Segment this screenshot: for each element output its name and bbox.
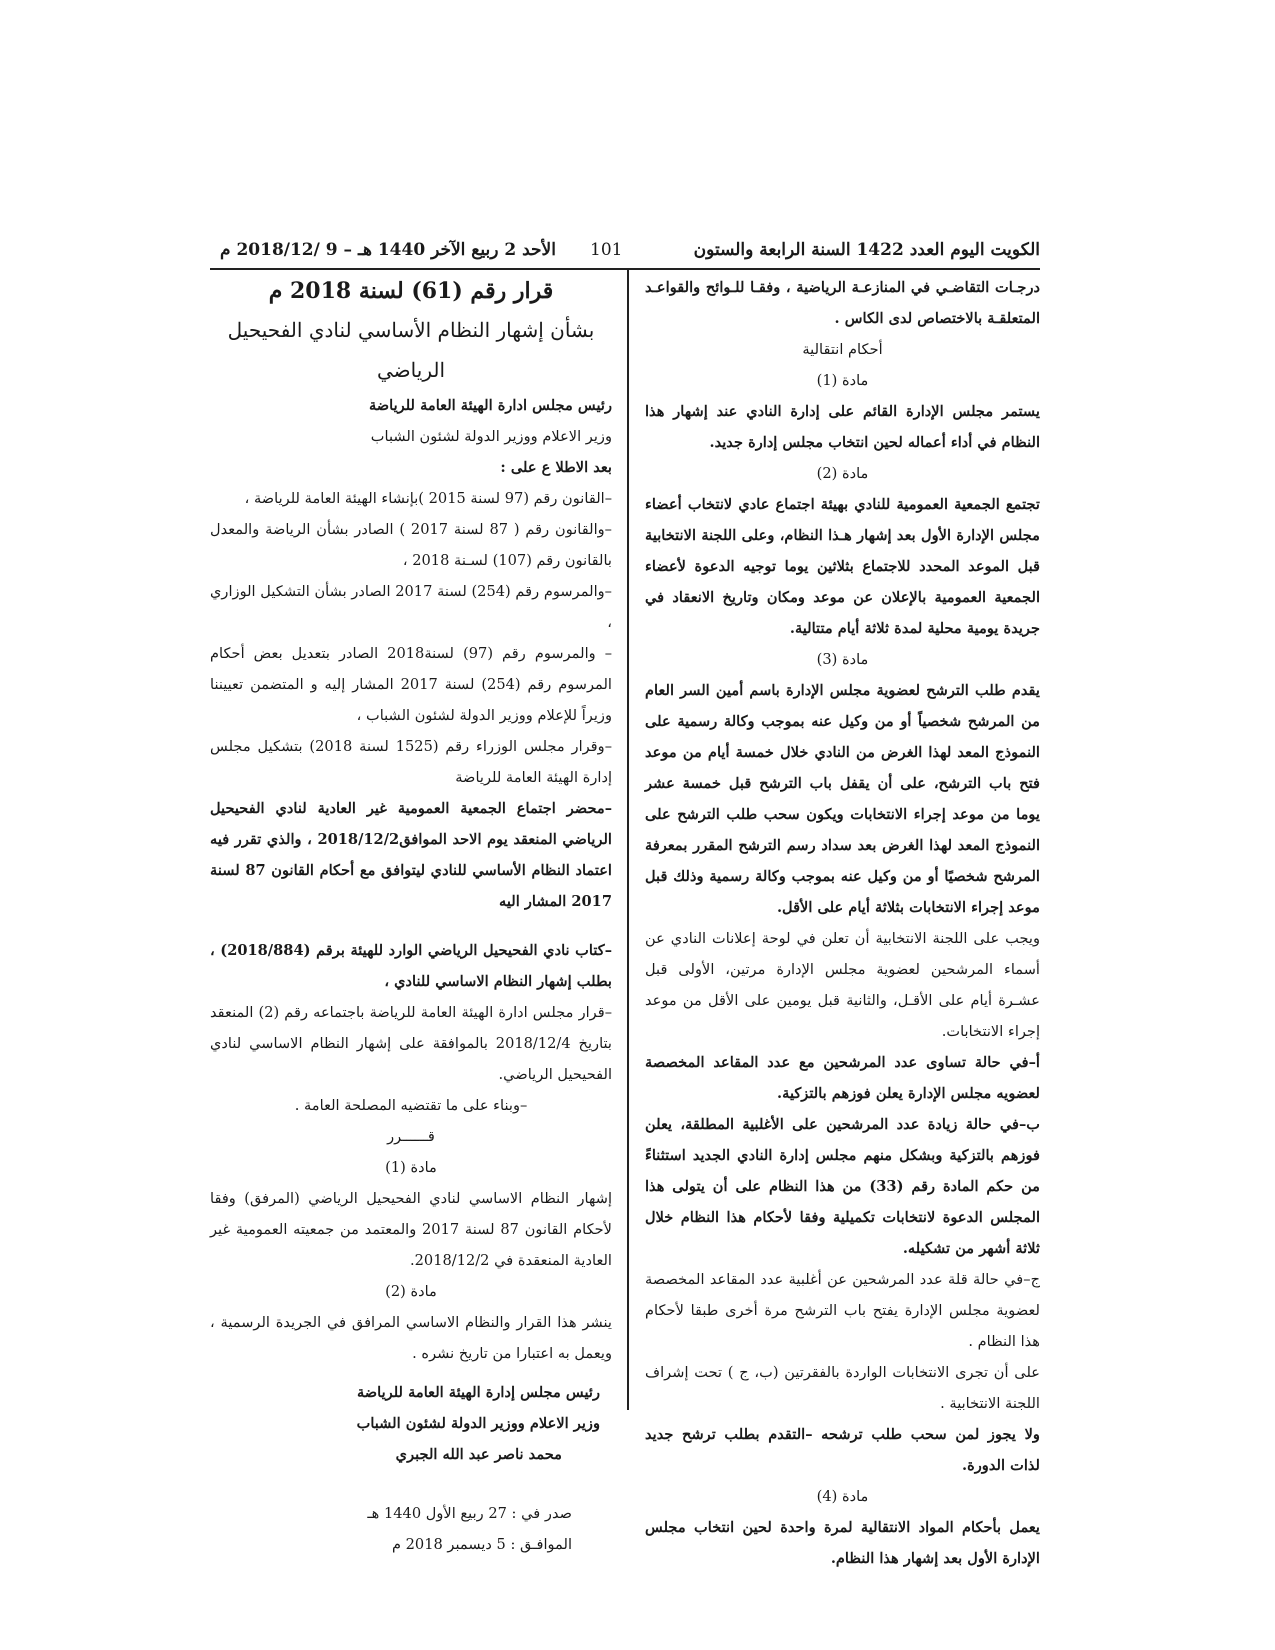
article-text: يقدم طلب الترشح لعضوية مجلس الإدارة باسم أمين السر العام من المرشح شخصياً أو من وكيل عنه بموجب وكالة رسمية على النموذج المعد لهذا الغرض من النادي خلال خمسة أيام من موعد فتح باب الترشح، على أن يقفل باب الترشح قبل خمسة عشر يوما من موعد إجراء الانتخابات ويكون سحب طلب الترشح على النموذج المعد لهذا الغرض بعد سداد رسم الترشح المقرر بمعرفة المرشح شخصيًا أو من وكيل عنه بموجب وكالة رسمية وذلك قبل موعد إجراء الانتخابات بثلاثة أيام على الأقل. [645, 682, 1040, 916]
signer-title: رئيس مجلس إدارة الهيئة العامة للرياضة [356, 1384, 600, 1401]
article-title: مادة (2) [816, 465, 869, 482]
section-title: أحكام انتقالية [802, 341, 883, 358]
article-text: ينشر هذا القرار والنظام الاساسي المرافق في الجريدة الرسمية ، ويعمل به اعتبارا من تاريخ نشره . [210, 1314, 612, 1362]
spacer [210, 1369, 612, 1377]
article-clause: على أن تجرى الانتخابات الواردة بالفقرتين (ب، ج ) تحت إشراف اللجنة الانتخابية . [645, 1364, 1040, 1412]
article-title: مادة (4) [816, 1488, 869, 1505]
article-clause: ج–في حالة قلة عدد المرشحين عن أغلبية عدد المقاعد المخصصة لعضوية مجلس الإدارة يفتح باب الترشح مرة أخرى طبقا لأحكام هذا النظام . [645, 1271, 1040, 1350]
preamble-item: –القانون رقم (97 لسنة 2015 )بإنشاء الهيئة العامة للرياضة ، [244, 490, 612, 507]
column-divider [627, 270, 629, 1410]
preamble-item: –كتاب نادي الفحيحيل الرياضي الوارد للهيئة برقم (2018/884) ، بطلب إشهار النظام الاساسي للنادي ، [210, 942, 613, 990]
issue-date-gregorian: الموافـق : 5 ديسمبر 2018 م [391, 1536, 572, 1553]
header-rule [210, 268, 1040, 270]
preamble: بعد الاطلا ع على : [500, 459, 612, 476]
article-paragraph: ويجب على اللجنة الانتخابية أن تعلن في لوحة إعلانات النادي عن أسماء المرشحين لعضوية مجلس الإدارة مرتين، الأولى قبل عشـرة أيام على الأقـل، والثانية قبل يومين على الأقل من موعد إجراء الانتخابات. [645, 930, 1040, 1040]
article-clause: أ–في حالة تساوى عدد المرشحين مع عدد المقاعد المخصصة لعضويه مجلس الإدارة يعلن فوزهم بالتزكية. [645, 1054, 1040, 1102]
article-title: مادة (3) [816, 651, 869, 668]
preamble-item: –وقرار مجلس الوزراء رقم (1525 لسنة 2018) بتشكيل مجلس إدارة الهيئة العامة للرياضة [210, 738, 612, 786]
issuer-line: وزير الاعلام ووزير الدولة لشئون الشباب [370, 428, 612, 445]
preamble-item: –وبناء على ما تقتضيه المصلحة العامة . [294, 1097, 528, 1114]
continued-paragraph: درجـات التقاضـي في المنازعـة الرياضية ، وفقـا للـوائح والقواعـد المتعلقـة بالاختصاص لدى الكاس . [645, 279, 1040, 327]
article-clause: ولا يجوز لمن سحب طلب ترشحه –التقدم بطلب ترشح جديد لذات الدورة. [645, 1426, 1040, 1474]
spacer [210, 917, 612, 935]
issue-date-hijri: صدر في : 27 ربيع الأول 1440 هـ [367, 1505, 572, 1522]
decision-subtitle: بشأن إشهار النظام الأساسي لنادي الفحيحيل الرياضي [227, 318, 595, 382]
preamble-item: – والمرسوم رقم (97) لسنة2018 الصادر بتعديل بعض أحكام المرسوم رقم (254) لسنة 2017 المشار إليه و المتضمن تعييننا وزيراً للإعلام ووزير الدولة لشئون الشباب ، [210, 645, 613, 724]
right-column [645, 272, 1040, 1574]
left-column [210, 272, 612, 1560]
preamble-item: –والمرسوم رقم (254) لسنة 2017 الصادر بشأن التشكيل الوزاري ، [210, 583, 612, 631]
article-title: مادة (2) [385, 1283, 437, 1300]
gazette-issue-info: الكويت اليوم العدد 1422 السنة الرابعة والستون [693, 240, 1040, 260]
preamble-item: –والقانون رقم ( 87 لسنة 2017 ) الصادر بشأن الرياضة والمعدل بالقانون رقم (107) لسـنة 2018 ، [210, 521, 612, 569]
article-clause: ب–في حالة زيادة عدد المرشحين على الأغلبية المطلقة، يعلن فوزهم بالتزكية وبشكل منهم مجلس إدارة النادي الجديد استثناءً من حكم المادة رقم (33) من هذا النظام على أن يتولى هذا المجلس الدعوة لانتخابات تكميلية وفقا لأحكام هذا النظام خلال ثلاثة أشهر من تشكيله. [645, 1116, 1040, 1257]
spacer [210, 1470, 612, 1498]
signer-title: وزير الاعلام ووزير الدولة لشئون الشباب [356, 1415, 600, 1432]
article-text: يستمر مجلس الإدارة القائم على إدارة النادي عند إشهار هذا النظام في أداء أعماله لحين انتخاب مجلس إدارة جديد. [645, 403, 1040, 451]
article-title: مادة (1) [385, 1159, 437, 1176]
preamble-item: –محضر اجتماع الجمعية العمومية غير العادية لنادي الفحيحيل الرياضي المنعقد يوم الاحد الموافق2018/12/2 ، والذي تقرر فيه اعتماد النظام الأساسي للنادي ليتوافق مع أحكام القانون 87 لسنة 2017 المشار اليه [210, 800, 612, 910]
decision-title: قرار رقم (61) لسنة 2018 م [268, 278, 554, 304]
article-title: مادة (1) [816, 372, 869, 389]
issuer-line: رئيس مجلس ادارة الهيئة العامة للرياضة [368, 397, 612, 414]
page-number: 101 [590, 240, 623, 260]
page-header [210, 236, 1040, 266]
preamble-item: –قرار مجلس ادارة الهيئة العامة للرياضة باجتماعه رقم (2) المنعقد بتاريخ 2018/12/4 بالموافقة على إشهار النظام الاساسي لنادي الفحيحيل الرياضي. [210, 1004, 612, 1083]
article-text: يعمل بأحكام المواد الانتقالية لمرة واحدة لحين انتخاب مجلس الإدارة الأول بعد إشهار هذا النظام. [645, 1519, 1040, 1567]
article-text: تجتمع الجمعية العمومية للنادي بهيئة اجتماع عادي لانتخاب أعضاء مجلس الإدارة الأول بعد إشهار هـذا النظام، وعلى اللجنة الانتخابية قبل الموعد المحدد للاجتماع بثلاثين يوما توجيه الدعوة لأعضاء الجمعية العمومية بالإعلان عن موعد ومكان وتاريخ الانعقاد في جريدة يومية محلية لمدة ثلاثة أيام متتالية. [645, 496, 1040, 637]
article-text: إشهار النظام الاساسي لنادي الفحيحيل الرياضي (المرفق) وفقا لأحكام القانون 87 لسنة 2017 والمعتمد من جمعيته العمومية غير العادية المنعقدة في 2018/12/2. [210, 1190, 612, 1269]
decision-word: قــــــرر [387, 1128, 435, 1145]
issue-date: الأحد 2 ربيع الآخر 1440 هـ – 9 /2018/12 م [220, 240, 556, 260]
signer-name: محمد ناصر عبد الله الجبري [395, 1446, 562, 1463]
